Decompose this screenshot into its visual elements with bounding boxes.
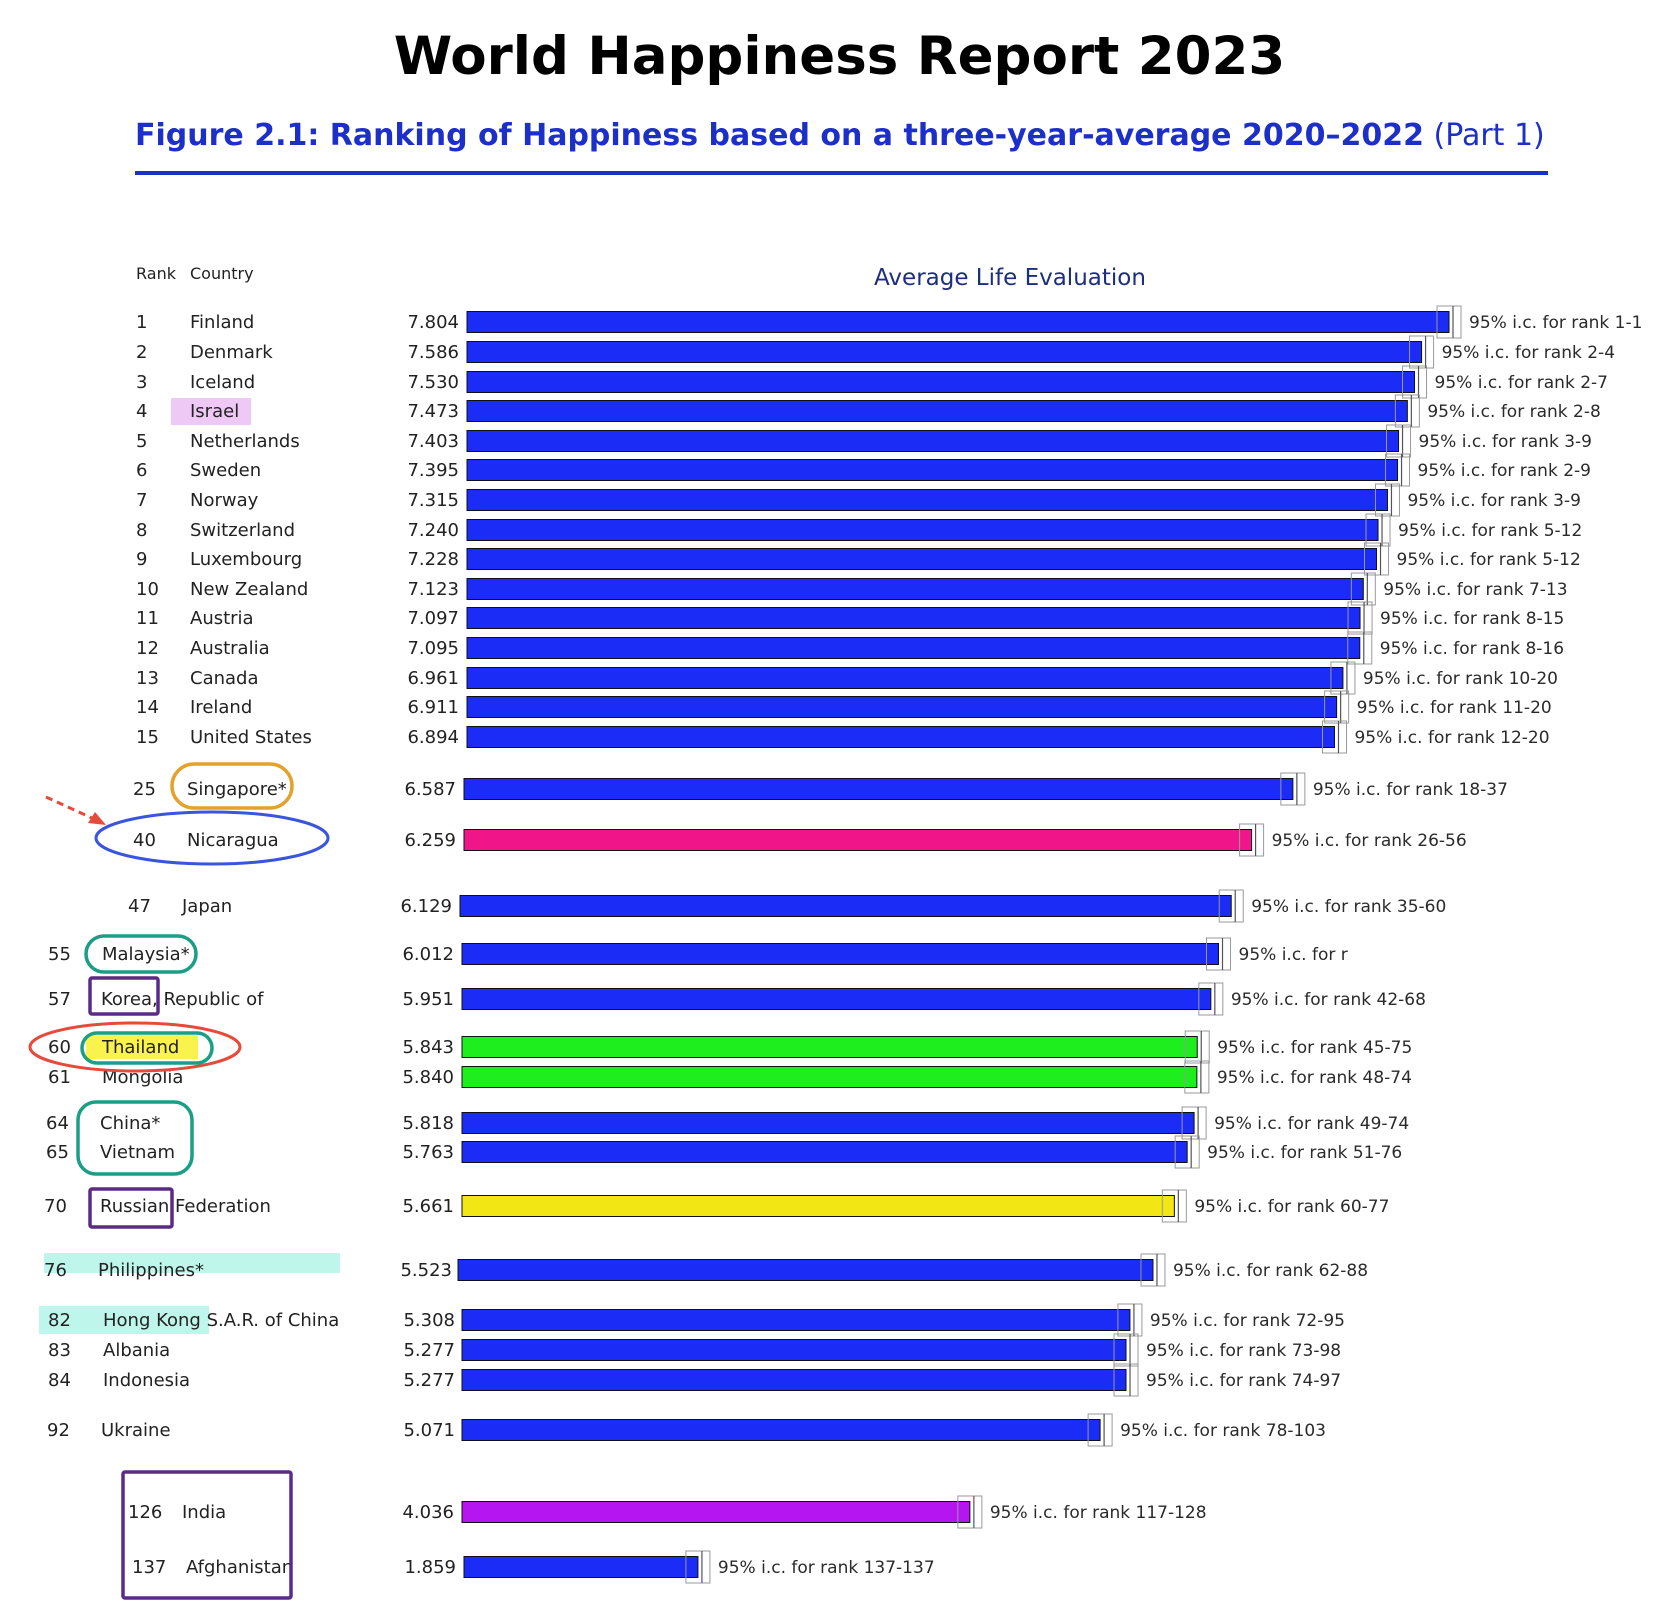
ci-label: 95% i.c. for rank 3-9: [1418, 432, 1592, 452]
value-label: 7.395: [407, 460, 459, 481]
country-column-header: Country: [190, 264, 254, 283]
value-label: 7.123: [407, 579, 459, 600]
chart-rows: [39, 306, 1642, 1583]
country-label: Malaysia*: [102, 944, 190, 965]
highlight-annotations: [30, 764, 328, 1598]
bar: [462, 1310, 1130, 1331]
bar: [462, 989, 1211, 1010]
ci-label: 95% i.c. for rank 137-137: [717, 1558, 935, 1578]
bar: [464, 779, 1293, 800]
value-label: 6.961: [407, 668, 459, 689]
rank-label: 92: [47, 1420, 70, 1441]
bar: [462, 1037, 1197, 1058]
rank-label: 64: [46, 1113, 69, 1134]
value-label: 7.586: [407, 342, 459, 363]
bar: [467, 608, 1360, 629]
ci-label: 95% i.c. for rank 51-76: [1207, 1143, 1403, 1163]
value-label: 5.818: [402, 1113, 454, 1134]
report-title: World Happiness Report 2023: [393, 26, 1286, 87]
value-label: 6.012: [402, 944, 454, 965]
value-label: 6.259: [404, 830, 456, 851]
rank-label: 76: [44, 1260, 67, 1281]
value-label: 6.129: [400, 896, 452, 917]
country-label: Switzerland: [190, 520, 295, 541]
ci-label: 95% i.c. for rank 35-60: [1251, 897, 1447, 917]
bar: [467, 727, 1334, 748]
bar: [467, 460, 1398, 481]
rank-label: 126: [128, 1502, 163, 1523]
rank-label: 6: [136, 460, 148, 481]
ci-label: 95% i.c. for rank 48-74: [1216, 1068, 1412, 1088]
ci-label: 95% i.c. for rank 8-15: [1380, 609, 1565, 629]
country-label: Vietnam: [100, 1142, 176, 1163]
value-label: 7.530: [407, 372, 459, 393]
rank-label: 8: [136, 520, 148, 541]
rank-label: 15: [136, 727, 159, 748]
value-label: 5.843: [402, 1037, 454, 1058]
value-label: 7.403: [407, 431, 459, 452]
bar: [467, 638, 1360, 659]
ci-label: 95% i.c. for rank 2-9: [1417, 461, 1591, 481]
bar: [460, 896, 1231, 917]
value-label: 7.315: [407, 490, 459, 511]
bar: [467, 401, 1407, 422]
rank-label: 61: [48, 1067, 71, 1088]
ci-label: 95% i.c. for rank 72-95: [1149, 1311, 1345, 1331]
value-label: 7.228: [407, 549, 459, 570]
rank-label: 137: [132, 1557, 167, 1578]
value-label: 5.277: [403, 1370, 455, 1391]
country-label: Denmark: [190, 342, 273, 363]
country-label: Norway: [190, 490, 259, 511]
country-label: China*: [100, 1113, 161, 1134]
rank-label: 12: [136, 638, 159, 659]
bar: [467, 520, 1378, 541]
rank-label: 14: [136, 697, 159, 718]
country-label: Thailand: [102, 1037, 180, 1058]
bar: [462, 1067, 1197, 1088]
value-label: 5.840: [402, 1067, 454, 1088]
country-label: Nicaragua: [187, 830, 279, 851]
bar: [462, 1420, 1100, 1441]
value-label: 7.804: [407, 312, 459, 333]
value-label: 5.523: [400, 1260, 452, 1281]
ci-label: 95% i.c. for rank 5-12: [1396, 550, 1581, 570]
rank-label: 84: [48, 1370, 71, 1391]
ci-label: 95% i.c. for rank 49-74: [1214, 1114, 1410, 1134]
ci-label: 95% i.c. for rank 2-4: [1441, 343, 1616, 363]
ci-label: 95% i.c. for rank 42-68: [1230, 990, 1426, 1010]
ci-label: 95% i.c. for rank 8-16: [1379, 639, 1565, 659]
rank-label: 25: [133, 779, 156, 800]
ci-label: 95% i.c. for rank 2-7: [1434, 373, 1608, 393]
ci-label: 95% i.c. for rank 11-20: [1356, 698, 1552, 718]
bar: [467, 697, 1337, 718]
bar: [462, 944, 1219, 965]
bar: [462, 1502, 970, 1523]
ci-label: 95% i.c. for rank 60-77: [1194, 1197, 1390, 1217]
bar: [467, 579, 1363, 600]
axis-title: Average Life Evaluation: [874, 265, 1146, 291]
ci-label: 95% i.c. for rank 78-103: [1120, 1421, 1327, 1441]
rank-label: 2: [136, 342, 148, 363]
country-label: New Zealand: [190, 579, 309, 600]
ci-label: 95% i.c. for rank 74-97: [1146, 1371, 1342, 1391]
country-label: Albania: [103, 1340, 171, 1361]
value-label: 5.071: [403, 1420, 455, 1441]
value-label: 5.763: [402, 1142, 454, 1163]
value-label: 4.036: [402, 1502, 454, 1523]
rank-column-header: Rank: [136, 264, 176, 283]
ci-label: 95% i.c. for rank 7-13: [1383, 580, 1568, 600]
bar: [467, 668, 1343, 689]
rank-label: 65: [46, 1142, 69, 1163]
ci-label: 95% i.c. for rank 26-56: [1271, 831, 1467, 851]
country-label: Indonesia: [103, 1370, 191, 1391]
rank-label: 70: [44, 1196, 67, 1217]
bar: [467, 549, 1377, 570]
country-label: Iceland: [190, 372, 256, 393]
country-label: Finland: [190, 312, 255, 333]
country-label: Russian Federation: [100, 1196, 271, 1217]
country-label: Japan: [182, 896, 233, 917]
rank-label: 9: [136, 549, 148, 570]
country-label: Afghanistan: [186, 1557, 294, 1578]
figure-subtitle-part: (Part 1): [1423, 118, 1545, 153]
country-label: United States: [190, 727, 312, 748]
value-label: 1.859: [404, 1557, 456, 1578]
bar: [462, 1340, 1126, 1361]
figure-subtitle-main: Figure 2.1: Ranking of Happiness based on a three-year-average 2020–2022: [135, 118, 1424, 153]
rank-label: 82: [48, 1310, 71, 1331]
value-label: 7.097: [407, 608, 459, 629]
bar: [464, 830, 1252, 851]
value-label: 5.951: [402, 989, 454, 1010]
india-afghanistan-box: [123, 1472, 294, 1598]
ci-label: 95% i.c. for rank 117-128: [989, 1503, 1207, 1523]
ci-label: 95% i.c. for rank 73-98: [1146, 1341, 1342, 1361]
bar: [467, 431, 1399, 452]
value-label: 6.911: [407, 697, 459, 718]
country-label: Mongolia: [102, 1067, 184, 1088]
rank-label: 7: [136, 490, 148, 511]
rank-label: 55: [48, 944, 71, 965]
bar: [462, 1142, 1187, 1163]
bar: [462, 1113, 1194, 1134]
value-label: 5.308: [403, 1310, 455, 1331]
rank-label: 11: [136, 608, 159, 629]
ci-label: 95% i.c. for rank 62-88: [1172, 1261, 1369, 1281]
rank-label: 1: [136, 312, 148, 333]
ci-label: 95% i.c. for rank 1-1: [1469, 313, 1643, 333]
ci-label: 95% i.c. for rank 45-75: [1217, 1038, 1413, 1058]
rank-label: 5: [136, 431, 148, 452]
country-label: Australia: [190, 638, 270, 659]
country-label: Netherlands: [190, 431, 300, 452]
country-label: Philippines*: [98, 1260, 204, 1281]
ci-label: 95% i.c. for rank 3-9: [1407, 491, 1581, 511]
ci-label: 95% i.c. for rank 12-20: [1354, 728, 1550, 748]
rank-label: 60: [48, 1037, 71, 1058]
bar: [467, 342, 1422, 363]
rank-label: 4: [136, 401, 148, 422]
value-label: 7.095: [407, 638, 459, 659]
country-label: Canada: [190, 668, 259, 689]
country-label: Israel: [190, 401, 240, 422]
ci-label: 95% i.c. for rank 2-8: [1427, 402, 1601, 422]
country-label: Singapore*: [187, 779, 287, 800]
ci-label: 95% i.c. for r: [1238, 945, 1348, 965]
value-label: 7.473: [407, 401, 459, 422]
value-label: 7.240: [407, 520, 459, 541]
rank-label: 47: [128, 896, 151, 917]
rank-label: 40: [133, 830, 156, 851]
value-label: 5.661: [402, 1196, 454, 1217]
bar: [467, 312, 1449, 333]
value-label: 5.277: [403, 1340, 455, 1361]
country-label: Korea, Republic of: [101, 989, 264, 1010]
bar: [458, 1260, 1153, 1281]
country-label: Austria: [190, 608, 254, 629]
ci-label: 95% i.c. for rank 10-20: [1362, 669, 1559, 689]
country-label: Sweden: [190, 460, 262, 481]
bar: [467, 490, 1387, 511]
rank-label: 10: [136, 579, 159, 600]
value-label: 6.894: [407, 727, 459, 748]
rank-label: 3: [136, 372, 148, 393]
ci-label: 95% i.c. for rank 18-37: [1312, 780, 1508, 800]
bar: [462, 1196, 1174, 1217]
ci-label: 95% i.c. for rank 5-12: [1398, 521, 1583, 541]
country-label: Ukraine: [101, 1420, 171, 1441]
country-label: Luxembourg: [190, 549, 303, 570]
rank-label: 83: [48, 1340, 71, 1361]
country-label: Ireland: [190, 697, 253, 718]
pointer-arrow-line: [46, 797, 92, 818]
rank-label: 57: [48, 989, 71, 1010]
value-label: 6.587: [404, 779, 456, 800]
bar: [462, 1370, 1126, 1391]
country-label: Hong Kong S.A.R. of China: [103, 1310, 340, 1331]
bar: [464, 1557, 698, 1578]
bar: [467, 372, 1415, 393]
rank-label: 13: [136, 668, 159, 689]
country-label: India: [182, 1502, 227, 1523]
